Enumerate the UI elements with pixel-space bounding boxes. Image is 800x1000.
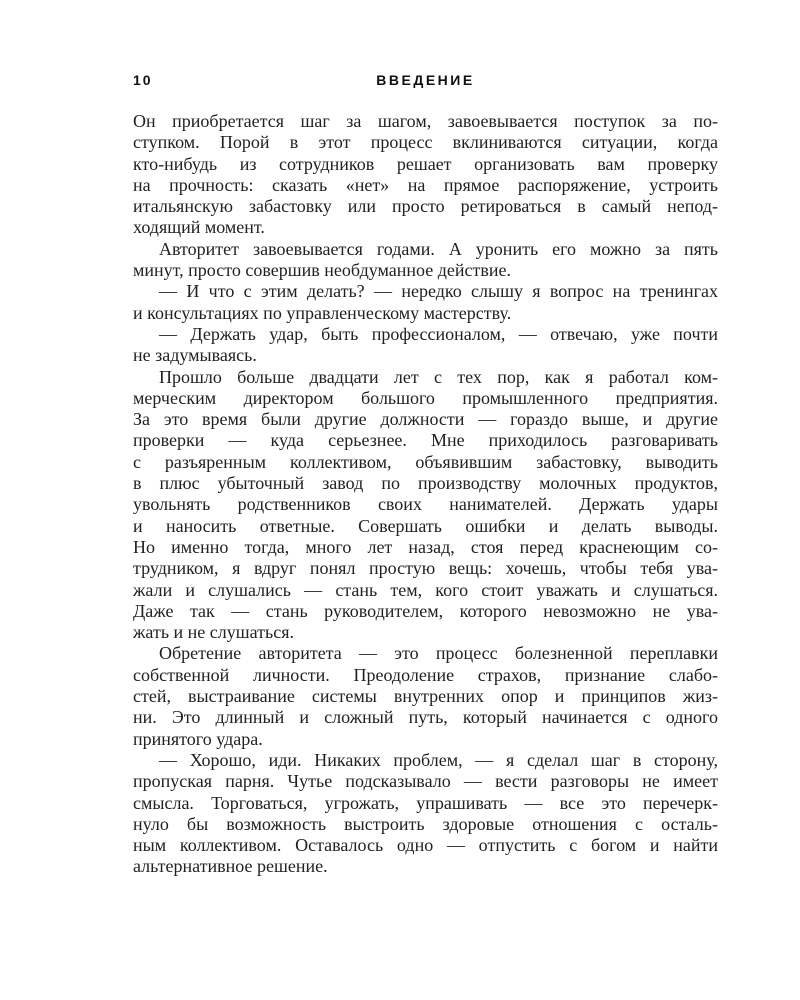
text-line: Прошло больше двадцати лет с тех пор, как я работал ком- bbox=[159, 366, 718, 387]
text-block bbox=[133, 72, 718, 878]
text-line: проверки — куда серьезнее. Мне приходилось разговаривать bbox=[133, 430, 718, 451]
text-line: стей, выстраивание системы внутренних опор и принципов жиз- bbox=[133, 686, 718, 707]
text-line: собственной личности. Преодоление страхов, признание слабо- bbox=[133, 664, 718, 685]
text-line: Но именно тогда, много лет назад, стоя перед краснеющим со- bbox=[133, 536, 718, 557]
text-line: Он приобретается шаг за шагом, завоевывается поступок за по- bbox=[133, 111, 718, 131]
text-line: альтернативное решение. bbox=[133, 856, 328, 877]
text-line: на прочность: сказать «нет» на прямое распоряжение, устроить bbox=[133, 174, 718, 195]
text-line: За это время были другие должности — гораздо выше, и другие bbox=[133, 409, 718, 430]
text-line: нуло бы возможность выстроить здоровые отношения с осталь- bbox=[133, 813, 718, 834]
text-line: — Держать удар, быть профессионалом, — отвечаю, уже почти bbox=[159, 323, 718, 344]
text-line: мерческим директором большого промышленного предприятия. bbox=[133, 387, 718, 408]
text-line: не задумываясь. bbox=[133, 345, 257, 366]
text-line: Даже так — стань руководителем, которого невозможно не ува- bbox=[133, 600, 718, 621]
text-line: Обретение авторитета — это процесс болезненной переплавки bbox=[159, 643, 718, 664]
text-line: кто-нибудь из сотрудников решает организовать вам проверку bbox=[133, 153, 718, 174]
text-line: ным коллективом. Оставалось одно — отпустить с богом и найти bbox=[133, 835, 718, 856]
text-line: смысла. Торговаться, угрожать, упрашивать — все это перечерк- bbox=[133, 792, 718, 813]
text-line: ходящий момент. bbox=[133, 217, 265, 238]
text-line: пропуская парня. Чутье подсказывало — вести разговоры не имеет bbox=[133, 771, 718, 792]
text-line: в плюс убыточный завод по производству молочных продуктов, bbox=[133, 473, 718, 494]
text-line: — Хорошо, иди. Никаких проблем, — я сделал шаг в сторону, bbox=[159, 749, 718, 770]
text-line: жать и не слушаться. bbox=[133, 622, 294, 643]
page-header bbox=[133, 72, 718, 92]
text-line: — И что с этим делать? — нередко слышу я вопрос на тренингах bbox=[159, 281, 718, 302]
text-line: и консультациях по управленческому мастерству. bbox=[133, 302, 512, 323]
text-line: увольнять родственников своих нанимателей. Держать удары bbox=[133, 494, 718, 515]
text-line: минут, просто совершив необдуманное действие. bbox=[133, 260, 511, 281]
running-title: ВВЕДЕНИЕ bbox=[376, 72, 475, 88]
body-text bbox=[133, 111, 718, 878]
text-line: с разъяренным коллективом, объявившим забастовку, выводить bbox=[133, 451, 718, 472]
text-line: трудником, я вдруг понял простую вещь: хочешь, чтобы тебя ува- bbox=[133, 558, 718, 579]
text-line: ни. Это длинный и сложный путь, который начинается с одного bbox=[133, 707, 718, 728]
text-line: жали и слушались — стань тем, кого стоит уважать и слушаться. bbox=[133, 579, 718, 600]
text-line: и наносить ответные. Совершать ошибки и делать выводы. bbox=[133, 515, 718, 536]
text-line: принятого удара. bbox=[133, 728, 263, 749]
page-number: 10 bbox=[133, 72, 153, 88]
text-line: итальянскую забастовку или просто ретироваться в самый непод- bbox=[133, 196, 718, 217]
text-line: ступком. Порой в этот процесс вклиниваются ситуации, когда bbox=[133, 132, 718, 153]
text-line: Авторитет завоевывается годами. А уронить его можно за пять bbox=[159, 238, 718, 259]
